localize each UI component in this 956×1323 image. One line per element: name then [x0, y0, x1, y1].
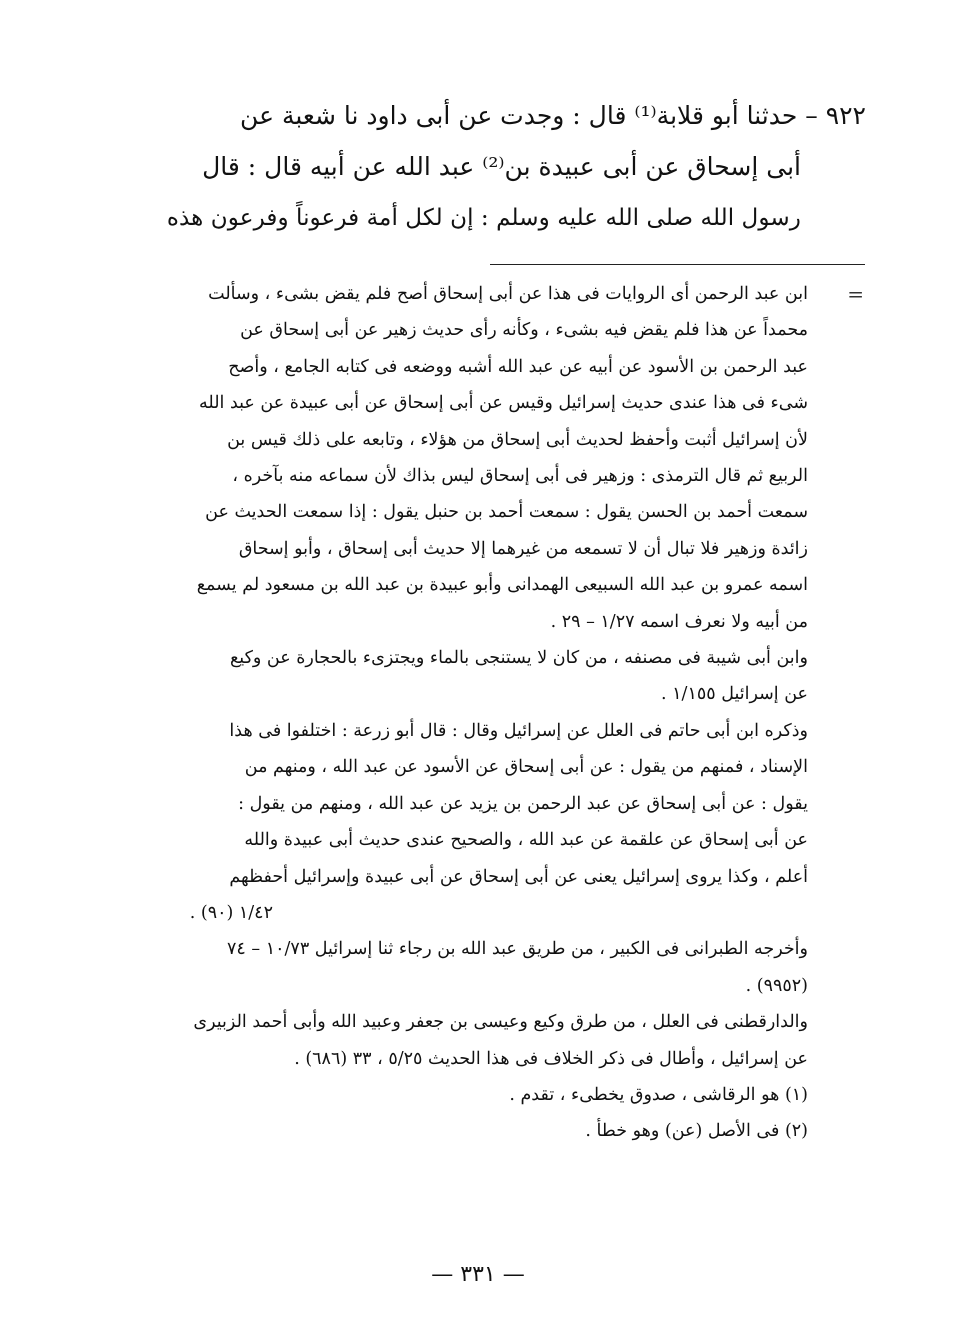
footnote-line: ١/٤٢ (٩٠) .: [189, 902, 273, 923]
footnote-line: من أبيه ولا نعرف اسمه ١/٢٧ – ٢٩ .: [550, 611, 808, 632]
footnote-line: (٩٩٥٢) .: [745, 975, 808, 996]
footnote-line: الإسناد ، فمنهم من يقول : عن أبى إسحاق عن الأسود عن عبد الله ، ومنهم من: [244, 757, 808, 778]
footnote-line: أعلم ، وكذا يروى إسرائيل يعنى عن أبى إسحاق عن أبى عبيدة وإسرائيل أحفظهم: [229, 866, 808, 887]
page-number: — ٣٣١ —: [431, 1262, 525, 1287]
footnotes: [148, 276, 808, 1150]
numbered-footnote: [148, 1077, 808, 1113]
footnote-line: اسمه عمرو بن عبد الله السبيعى الهمدانى وأبو عبيدة بن عبد الله بن مسعود لم يسمع: [196, 575, 808, 596]
footnote-line: عن إسرائيل ، وأطال فى ذكر الخلاف فى هذا الحديث ٥/٢٥ ، ٣٣ (٦٨٦) .: [294, 1048, 808, 1069]
footnote-line: شىء فى هذا عندى حديث إسرائيل وقيس عن أبى إسحاق عن أبى عبيدة عن عبد الله: [199, 393, 808, 414]
footnote-line: وأخرجه الطبرانى فى الكبير ، من طريق عبد الله بن رجاء ثنا إسرائيل ١٠/٧٣ – ٧٤: [227, 939, 808, 960]
footnote-line: محمداً عن هذا فلم يقض فيه بشىء ، وكأنه رأى حديث زهير عن أبى إسحاق عن: [240, 320, 808, 341]
hadith-line: رسول الله صلى الله عليه وسلم : إن لكل أمة فرعوناً وفرعون هذه: [166, 204, 801, 231]
footnote-line: ابن عبد الرحمن أى الروايات فى هذا عن أبى إسحاق أصح فلم يقض بشىء ، وسألت: [208, 284, 808, 304]
footnote-line: عن إسرائيل ١/١٥٥ .: [661, 684, 808, 705]
footnote-line: عبد الرحمن بن الأسود عن أبيه عن عبد الله أشبه ووضعه فى كتابه الجامع ، وأصح: [228, 356, 808, 377]
footnote-separator: [490, 264, 865, 265]
hadith-text: [166, 90, 866, 243]
footnote-line: عن أبى إسحاق عن علقمة عن عبد الله ، والصحيح عندى حديث أبى عبيدة والله: [244, 830, 808, 851]
hadith-line: ٩٢٢ – حدثنا أبو قلابة⁽¹⁾ قال : وجدت عن أبى داود نا شعبة عن: [240, 101, 866, 130]
footnote-line: لأن إسرائيل أثبت وأحفظ لحديث أبى إسحاق من هؤلاء ، وتابعه على ذلك قيس بن: [227, 429, 808, 450]
footnote-line: والدارقطنى فى العلل ، من طرق وكيع وعيسى بن جعفر وعبيد الله وأبى أحمد الزبيرى: [193, 1012, 808, 1033]
footnote-line: زائدة وزهير فلا تبال أن لا تسمعه من غيرهما إلا حديث أبى إسحاق ، وأبو إسحاق: [238, 538, 808, 559]
footnote-line: الربيع ثم قال الترمذى : وزهير فى أبى إسحاق ليس بذاك لأن سماعه منه بآخره ،: [232, 466, 808, 487]
footnote-text: فى الأصل (عن) وهو خطأ .: [585, 1121, 780, 1142]
footnote-text: هو الرقاشى ، صدوق يخطىء ، تقدم .: [509, 1084, 780, 1105]
continuation-mark: =: [847, 282, 864, 306]
footnote-number: (٢): [784, 1121, 808, 1142]
numbered-footnote: [148, 1113, 808, 1149]
hadith-line: أبى إسحاق عن أبى عبيدة بن⁽²⁾ عبد الله عن أبيه قال : قال: [202, 152, 801, 181]
footnote-line: يقول : عن أبى إسحاق عن عبد الرحمن بن يزيد عن عبد الله ، ومنهم من يقول :: [238, 793, 808, 814]
footnote-number: (١): [784, 1084, 808, 1105]
footnote-line: وابن أبى شيبة فى مصنفه ، من كان لا يستنجى بالماء ويجتزىء بالحجارة عن وكيع: [229, 648, 808, 669]
footnote-line: سمعت أحمد بن الحسن يقول : سمعت أحمد بن حنبل يقول : إذا سمعت الحديث عن: [205, 502, 808, 523]
footnote-line: وذكره ابن أبى حاتم فى العلل عن إسرائيل وقال : قال أبو زرعة : اختلفوا فى هذا: [229, 720, 808, 741]
